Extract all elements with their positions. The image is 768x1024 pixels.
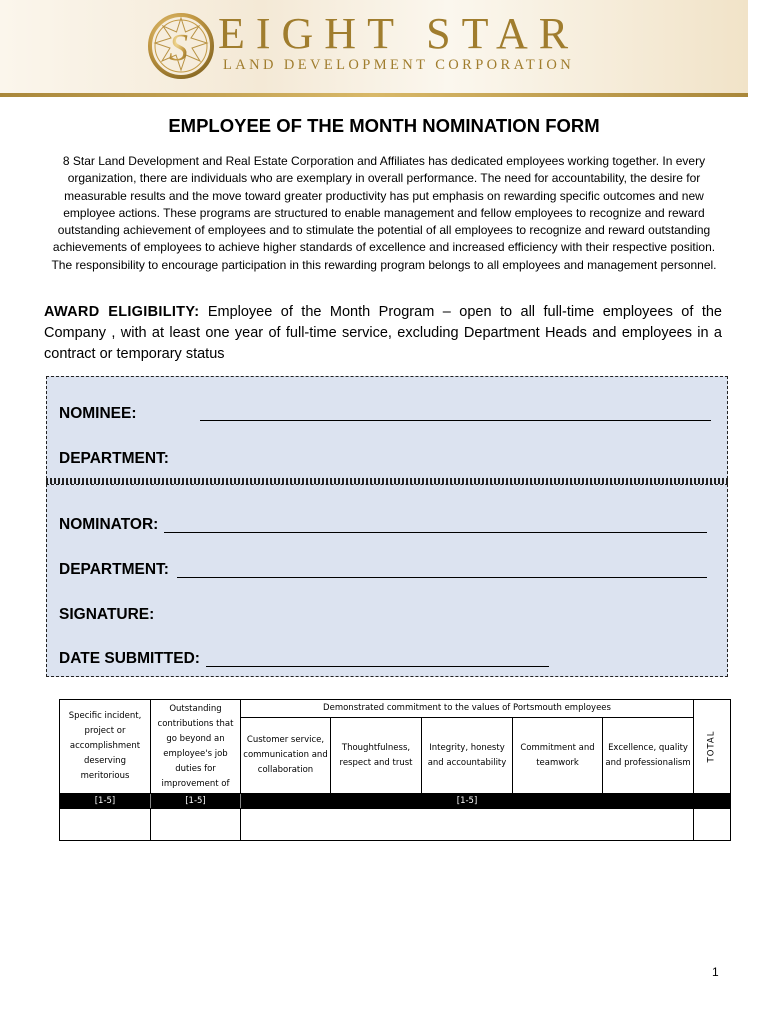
col-header-value-1: Customer service, communication and collaboration bbox=[241, 718, 331, 794]
score-cell-values[interactable] bbox=[241, 809, 694, 841]
col-header-outstanding: Outstanding contributions that go beyond an employee's job duties for improvement of bbox=[151, 700, 241, 794]
col-header-specific: Specific incident, project or accomplishment deserving meritorious bbox=[60, 700, 151, 794]
col-header-values-group: Demonstrated commitment to the values of Portsmouth employees bbox=[241, 700, 694, 718]
date-submitted-input-line[interactable] bbox=[206, 666, 549, 667]
svg-text:S: S bbox=[169, 27, 188, 69]
brand-subtitle: LAND DEVELOPMENT CORPORATION bbox=[223, 57, 575, 73]
col-header-value-3: Integrity, honesty and accountability bbox=[422, 718, 513, 794]
nominator-section bbox=[46, 484, 728, 677]
nominee-department-label: DEPARTMENT: bbox=[59, 450, 169, 467]
rating-values: [1-5] bbox=[241, 794, 694, 809]
nominee-input-line[interactable] bbox=[200, 420, 711, 421]
score-cell-specific[interactable] bbox=[60, 809, 151, 841]
header-gold-rule bbox=[0, 93, 748, 97]
intro-paragraph: 8 Star Land Development and Real Estate Corporation and Affiliates has dedicated employees working together. In every organization, there are individuals who are exemplary in overall performance. The need for accountability, the desire for measurable results and the move toward greater productivity has put emphasis on rewarding specific outcomes and new employee actions. These programs are structured to enable management and fellow employees to recognize and reward outstanding achievement of employees and to stimulate the potential of all employees to recognize and reward outstanding achievements of employees to achieve higher standards of excellence and increased efficiency with their respective position. The responsibility to encourage participation in this rewarding program belongs to all employees and management personnel. bbox=[51, 154, 717, 272]
eligibility-label: AWARD ELIGIBILITY: bbox=[44, 304, 200, 320]
col-header-value-4: Commitment and teamwork bbox=[513, 718, 603, 794]
col-header-value-5: Excellence, quality and professionalism bbox=[603, 718, 694, 794]
rating-specific: [1-5] bbox=[60, 794, 151, 809]
signature-label: SIGNATURE: bbox=[59, 606, 155, 623]
nominator-input-line[interactable] bbox=[164, 532, 707, 533]
nominee-label: NOMINEE: bbox=[59, 405, 137, 422]
form-title: EMPLOYEE OF THE MONTH NOMINATION FORM bbox=[168, 115, 600, 136]
date-submitted-label: DATE SUBMITTED: bbox=[59, 650, 200, 667]
award-eligibility bbox=[44, 302, 722, 365]
col-header-value-2: Thoughtfulness, respect and trust bbox=[331, 718, 422, 794]
rating-total bbox=[694, 794, 731, 809]
col-header-total: TOTAL bbox=[694, 700, 731, 794]
rating-scale-row bbox=[60, 794, 731, 809]
score-cell-total[interactable] bbox=[694, 809, 731, 841]
brand-name: EIGHT STAR bbox=[218, 9, 580, 58]
nominator-department-input-line[interactable] bbox=[177, 577, 707, 578]
eligibility-text: Employee of the Month Program – open to all full-time employees of the Company , with at least one year of full-time service, excluding Department Heads and employees in a contract or temporary status bbox=[44, 304, 722, 362]
score-cell-outstanding[interactable] bbox=[151, 809, 241, 841]
score-table bbox=[59, 699, 731, 841]
nominator-department-label: DEPARTMENT: bbox=[59, 561, 169, 578]
score-entry-row bbox=[60, 809, 731, 841]
eight-star-seal-logo bbox=[147, 10, 215, 82]
page-number: 1 bbox=[712, 965, 719, 979]
nominator-label: NOMINATOR: bbox=[59, 516, 159, 533]
rating-outstanding: [1-5] bbox=[151, 794, 241, 809]
